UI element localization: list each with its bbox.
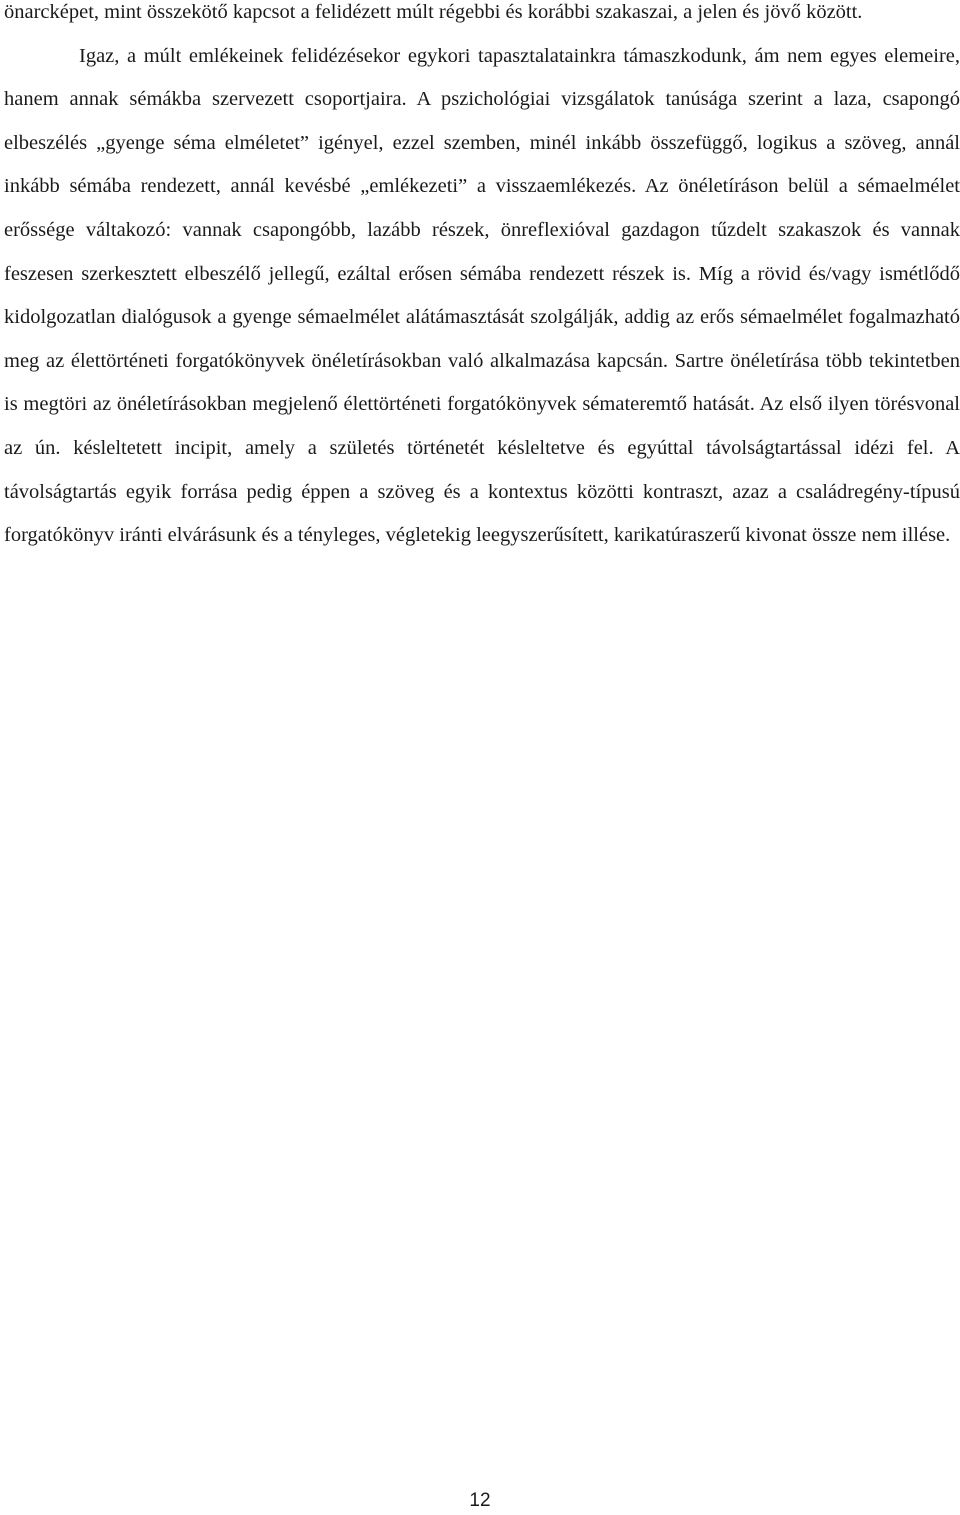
page-number: 12	[469, 1490, 491, 1511]
paragraph-1: önarcképet, mint összekötő kapcsot a felidézett múlt régebbi és korábbi szakaszai, a jelen és jövő között.	[4, 1, 863, 23]
paragraph-2: Igaz, a múlt emlékeinek felidézésekor egykori tapasztalatainkra támaszkodunk, ám nem egyes elemeire, hanem annak sémákba szervezett csoportjaira. A pszichológiai vizsgálatok tanúsága szerint a laza, csapongó elbeszélés „gyenge séma elméletet” igényel, ezzel szemben, minél inkább összefüggő, logikus a szöveg, annál inkább sémába rendezett, annál kevésbé „emlékezeti” a visszaemlékezés. Az önéletíráson belül a sémaelmélet erőssége váltakozó: vannak csapongóbb, lazább részek, önreflexióval gazdagon tűzdelt szakaszok és vannak feszesen szerkesztett elbeszélő jellegű, ezáltal erősen sémába rendezett részek is. Míg a rövid és/vagy ismétlődő kidolgozatlan dialógusok a gyenge sémaelmélet alátámasztását szolgálják, addig az erős sémaelmélet fogalmazható meg az élettörténeti forgatókönyvek önéletírásokban való alkalmazása kapcsán. Sartre önéletírása több tekintetben is megtöri az önéletírásokban megjelenő élettörténeti forgatókönyvek sémateremtő hatását. Az első ilyen törésvonal az ún. késleltetett incipit, amely a születés történetét késleltetve és egyúttal távolságtartással idézi fel. A távolságtartás egyik forrása pedig éppen a szöveg és a kontextus közötti kontraszt, azaz a családregény-típusú forgatókönyv iránti elvárásunk és a tényleges, végletekig leegyszerűsített, karikatúraszerű kivonat össze nem illése.	[4, 44, 960, 547]
body-text	[4, 0, 960, 558]
